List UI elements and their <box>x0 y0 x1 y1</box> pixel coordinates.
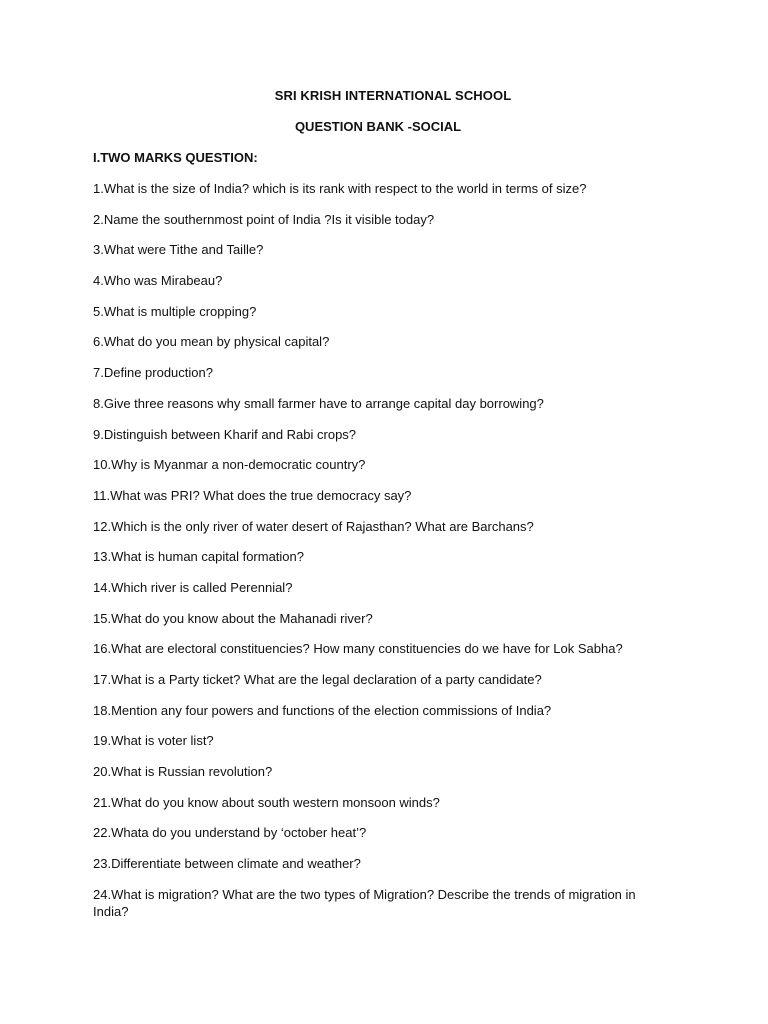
question-item: 2.Name the southernmost point of India ?Is it visible today? <box>93 211 435 227</box>
question-item: 14.Which river is called Perennial? <box>93 579 293 595</box>
question-item: 1.What is the size of India? which is its rank with respect to the world in terms of size? <box>93 181 587 196</box>
question-item: 11.What was PRI? What does the true democracy say? <box>93 487 412 503</box>
question-item: 7.Define production? <box>93 365 213 381</box>
question-item: 20.What is Russian revolution? <box>93 764 273 780</box>
question-list <box>93 180 663 934</box>
question-item: 12.Which is the only river of water desert of Rajasthan? What are Barchans? <box>93 518 534 534</box>
question-item: 6.What do you mean by physical capital? <box>93 334 330 350</box>
question-item: 19.What is voter list? <box>93 733 214 749</box>
question-item: 5.What is multiple cropping? <box>93 303 257 319</box>
question-item: 22.Whata do you understand by ‘october heat’? <box>93 825 367 841</box>
question-item: 4.Who was Mirabeau? <box>93 273 223 289</box>
question-item: 18.Mention any four powers and functions of the election commissions of India? <box>93 702 552 718</box>
question-item: 16.What are electoral constituencies? How many constituencies do we have for Lok Sabha? <box>93 641 623 657</box>
question-bank-title: QUESTION BANK -SOCIAL <box>294 119 462 134</box>
school-name: SRI KRISH INTERNATIONAL SCHOOL <box>274 88 512 103</box>
question-item: 24.What is migration? What are the two types of Migration? Describe the trends of migration in India? <box>93 886 636 919</box>
question-item: 9.Distinguish between Kharif and Rabi crops? <box>93 426 357 442</box>
question-item: 10.Why is Myanmar a non-democratic country? <box>93 457 366 473</box>
question-item: 8.Give three reasons why small farmer have to arrange capital day borrowing? <box>93 395 544 411</box>
question-item: 23.Differentiate between climate and weather? <box>93 856 361 872</box>
question-item: 21.What do you know about south western monsoon winds? <box>93 794 440 810</box>
question-item: 13.What is human capital formation? <box>93 549 304 565</box>
question-item: 17.What is a Party ticket? What are the legal declaration of a party candidate? <box>93 672 542 687</box>
question-item: 15.What do you know about the Mahanadi river? <box>93 610 373 626</box>
section-heading: I.TWO MARKS QUESTION: <box>93 150 258 165</box>
question-item: 3.What were Tithe and Taille? <box>93 242 264 258</box>
